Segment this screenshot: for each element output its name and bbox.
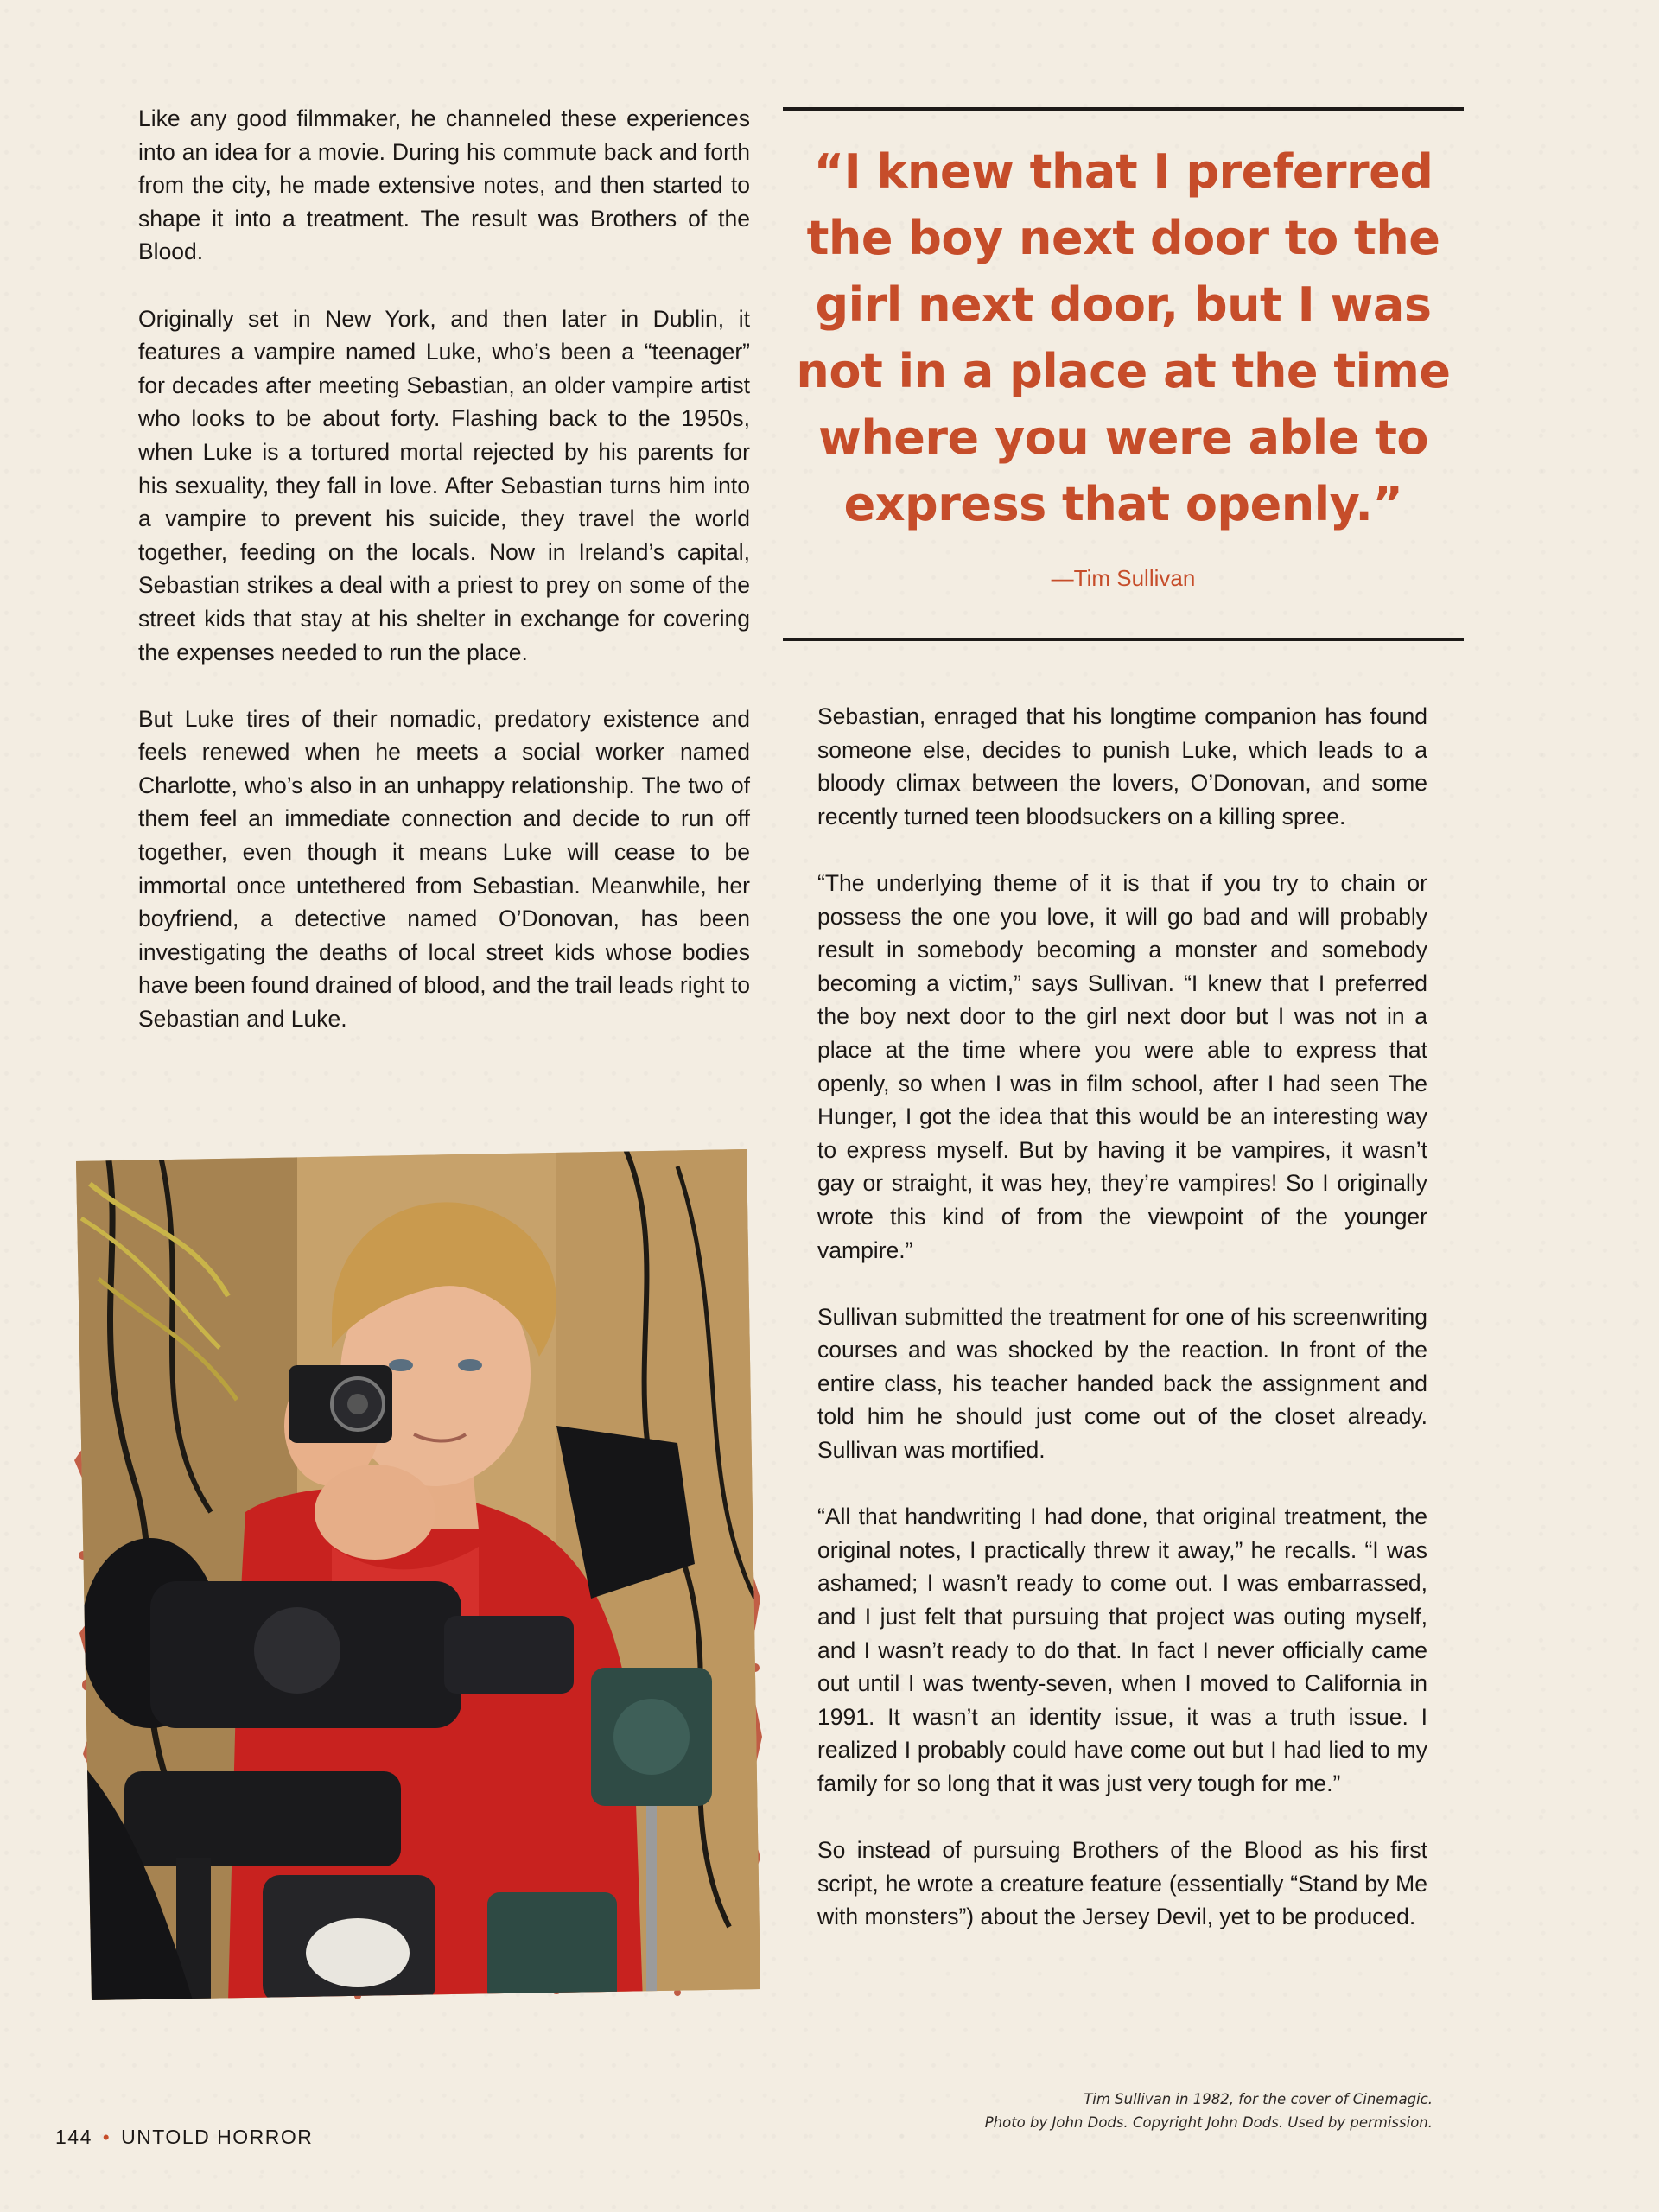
pull-quote-attribution: —Tim Sullivan <box>1051 565 1196 591</box>
page-footer <box>55 2126 313 2149</box>
paragraph: Originally set in New York, and then later in Dublin, it features a vampire named Luke, who’s been a “teenager” for decades after meeting Sebastian, an older vampire artist who looks to be about forty. Flashing back to the 1950s, when Luke is a tortured mortal rejected by his parents for his sexuality, they fall in love. After Sebastian turns him into a vampire to prevent his suicide, they travel the world together, feeding on the locals. Now in Ireland’s capital, Sebastian strikes a deal with a priest to prey on some of the street kids that stay at his shelter in exchange for covering the expenses needed to run the place. <box>138 305 750 665</box>
paragraph: But Luke tires of their nomadic, predatory existence and feels renewed when he meets a social worker named Charlotte, who’s also in an unhappy relationship. The two of them feel an immediate connection and decide to run off together, even though it means Luke will cease to be immortal once untethered from Sebastian. Meanwhile, her boyfriend, a detective named O’Donovan, has been investigating the deaths of local street kids whose bodies have been found drained of blood, and the trail leads right to Sebastian and Luke. <box>138 705 750 1033</box>
page-number: 144 <box>55 2126 92 2148</box>
photo-caption <box>741 2088 1433 2134</box>
paragraph: “The underlying theme of it is that if you try to chain or possess the one you love, it will go bad and will probably result in somebody becoming a monster and somebody becoming a victim,” says Sullivan. “I knew that I preferred the boy next door to the girl next door but I was not in a place at the time where you were able to express that openly, so when I was in film school, after I had seen The Hunger, I got the idea that this would be an interesting way to express myself. But by having it be vampires, it wasn’t gay or straight, it was hey, they’re vampires! So I originally wrote this kind of from the viewpoint of the younger vampire.” <box>817 869 1427 1263</box>
left-text-column <box>138 102 750 1036</box>
pull-quote: “I knew that I preferred the boy next door to the girl next door, but I was not in a place at the time where you were able to express that openly.” <box>796 144 1451 531</box>
book-title: UNTOLD HORROR <box>121 2126 314 2148</box>
photo-of-young-man-with-camera <box>73 1149 764 2003</box>
pull-quote-bottom-rule <box>783 638 1464 641</box>
paragraph: “All that handwriting I had done, that original treatment, the original notes, I practically threw it away,” he recalls. “I was ashamed; I wasn’t ready to come out. I was embarrassed, and I just felt that pursuing that project was outing myself, and I wasn’t ready to do that. In fact I never officially came out until I was twenty-seven, when I moved to California in 1991. It wasn’t an identity issue, it was a truth issue. I realized I probably could have come out but I had lied to my family for so long that it was just very tough for me.” <box>817 1503 1427 1796</box>
bullet-separator: • <box>102 2126 111 2148</box>
caption-line: Photo by John Dods. Copyright John Dods. Used by permission. <box>984 2114 1433 2131</box>
right-text-column <box>817 700 1427 1934</box>
paragraph: Like any good filmmaker, he channeled these experiences into an idea for a movie. During his commute back and forth from the city, he made extensive notes, and then started to shape it into a treatment. The result was Brothers of the Blood. <box>138 105 750 265</box>
paragraph: Sullivan submitted the treatment for one of his screenwriting courses and was shocked by the reaction. In front of the entire class, his teacher handed back the assignment and told him he should just come out of the closet already. Sullivan was mortified. <box>817 1303 1427 1464</box>
photo-with-blood-splatter <box>73 1149 764 2003</box>
pull-quote-top-rule <box>783 107 1464 111</box>
caption-line: Tim Sullivan in 1982, for the cover of Cinemagic. <box>1084 2091 1433 2107</box>
paragraph: So instead of pursuing Brothers of the Blood as his first script, he wrote a creature feature (essentially “Stand by Me with monsters”) about the Jersey Devil, yet to be produced. <box>817 1837 1427 1930</box>
paragraph: Sebastian, enraged that his longtime companion has found someone else, decides to punish Luke, which leads to a bloody climax between the lovers, O’Donovan, and some recently turned teen bloodsuckers on a killing spree. <box>817 703 1427 830</box>
